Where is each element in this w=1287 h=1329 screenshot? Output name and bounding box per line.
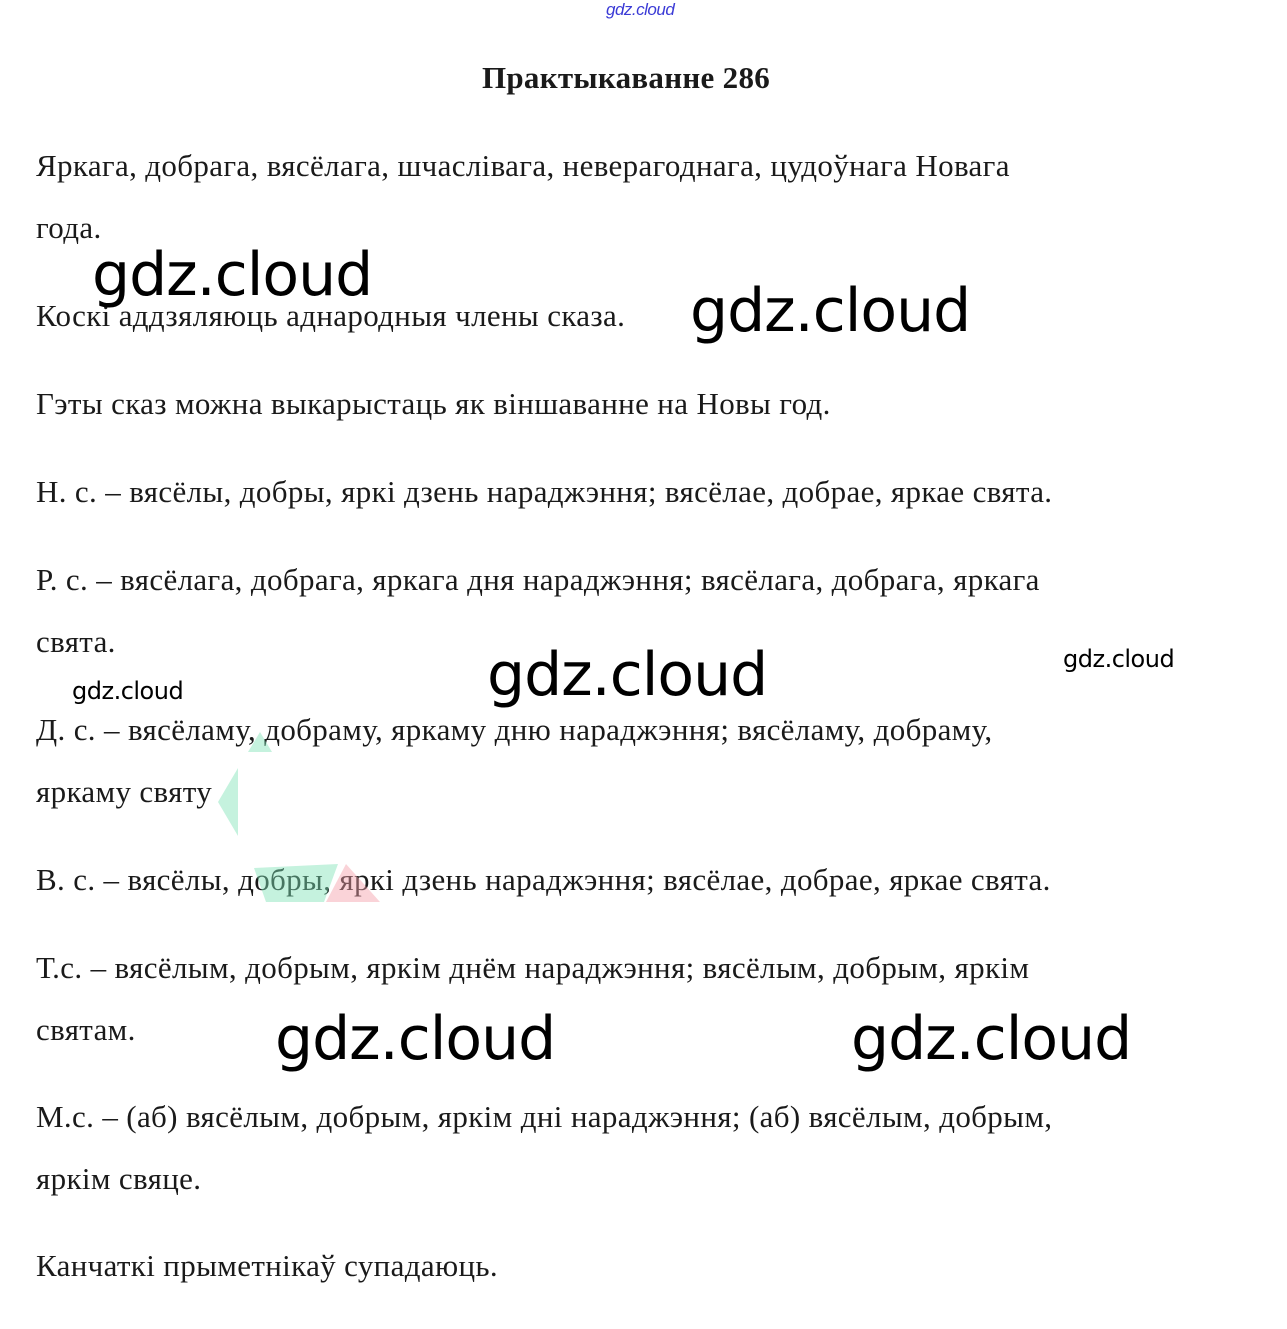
case-line-nominative: Н. с. – вясёлы, добры, яркі дзень нараджэння; вясёлае, добрае, яркае свята. xyxy=(36,474,1053,509)
case-line-dative: Д. с. – вясёламу, добраму, яркаму дню нараджэння; вясёламу, добраму, xyxy=(36,712,993,747)
watermark: gdz.cloud xyxy=(1063,645,1175,673)
case-line-instrumental-cont: святам. xyxy=(36,1012,136,1047)
case-line-instrumental: Т.с. – вясёлым, добрым, яркім днём нараджэння; вясёлым, добрым, яркім xyxy=(36,950,1030,985)
paragraph-line: Коскі аддзяляюць аднародныя члены сказа. xyxy=(36,298,626,333)
case-line-genitive: Р. с. – вясёлага, добрага, яркага дня нараджэння; вясёлага, добрага, яркага xyxy=(36,562,1040,597)
case-line-dative-cont: яркаму святу xyxy=(36,774,213,809)
paragraph-line: Гэты сказ можна выкарыстаць як віншаванне на Новы год. xyxy=(36,386,831,421)
conclusion-line: Канчаткі прыметнікаў супадаюць. xyxy=(36,1248,498,1283)
red-mark xyxy=(326,864,380,902)
case-line-locative: М.с. – (аб) вясёлым, добрым, яркім дні нараджэння; (аб) вясёлым, добрым, xyxy=(36,1099,1053,1134)
paragraph-line: года. xyxy=(36,210,102,245)
watermark: gdz.cloud xyxy=(72,677,184,705)
case-line-locative-cont: яркім свяце. xyxy=(36,1161,202,1196)
watermark: gdz.cloud xyxy=(275,1004,556,1074)
watermark: gdz.cloud xyxy=(690,276,971,346)
green-mark xyxy=(248,732,272,752)
page-title: Практыкаванне 286 xyxy=(481,60,771,95)
green-mark xyxy=(218,768,240,836)
case-line-accusative: В. с. – вясёлы, добры, яркі дзень нараджэння; вясёлае, добрае, яркае свята. xyxy=(36,862,1051,897)
watermark: gdz.cloud xyxy=(851,1004,1132,1074)
site-link[interactable]: gdz.cloud xyxy=(606,0,675,19)
paragraph-line: Яркага, добрага, вясёлага, шчаслівага, неверагоднага, цудоўнага Новага xyxy=(36,148,1010,183)
watermark: gdz.cloud xyxy=(487,640,768,710)
watermark: gdz.cloud xyxy=(92,240,373,310)
case-line-genitive-cont: свята. xyxy=(36,624,116,659)
